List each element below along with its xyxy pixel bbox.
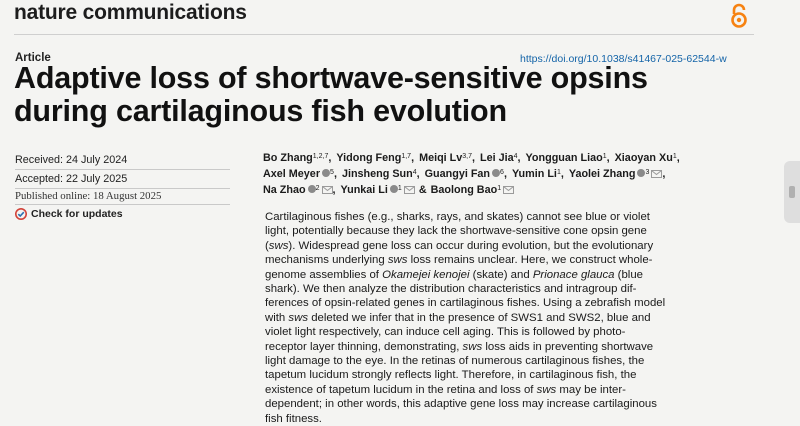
author[interactable]: Yidong Feng $^{1,7}$ <box>336 152 412 164</box>
check-updates-icon <box>15 208 27 220</box>
author[interactable]: Lei Jia $^4$ <box>480 152 518 164</box>
divider <box>15 169 230 170</box>
abstract-line: receptor layer thinning, demonstrating, sws loss aids in preventing shortwave <box>265 340 654 353</box>
abstract-line: mechanisms underlying sws loss remains unclear. Here, we construct whole- <box>265 254 653 267</box>
author-line: Na Zhao $^2$ , Yunkai Li $^1$ & Baolong Bao $^1$ <box>263 183 783 199</box>
author[interactable]: Yaolei Zhang $^3$ <box>569 167 663 183</box>
abstract-line: with sws deleted we infer that in the presence of SWS1 and SWS2, blue and <box>265 311 651 324</box>
article-type: Article <box>15 52 51 64</box>
author[interactable]: Jinsheng Sun $^4$ <box>341 168 417 180</box>
abstract-line: genome assemblies of Okamejei kenojei (skate) and Prionace glauca (blue <box>265 268 644 281</box>
orcid-icon[interactable] <box>322 169 330 177</box>
abstract-line: fish fitness. <box>265 412 322 425</box>
author[interactable]: Yumin Li $^1$ <box>511 168 561 180</box>
author[interactable]: Yongguan Liao $^1$ <box>525 152 607 164</box>
published-date: Published online: 18 August 2025 <box>15 190 162 202</box>
doi-link[interactable]: https://doi.org/10.1038/s41467-025-62544-w <box>520 53 727 65</box>
divider <box>15 204 230 205</box>
abstract-line: light, potentially because they lack the shortwave-sensitive cone opsin gene <box>265 225 647 238</box>
abstract-line: existence of tapetum lucidum in the retina and loss of sws may be inter- <box>265 383 626 396</box>
mail-icon[interactable] <box>651 170 662 178</box>
received-date: Received: 24 July 2024 <box>15 154 128 166</box>
check-updates-label: Check for updates <box>31 208 123 220</box>
title-line-2: during cartilaginous fish evolution <box>14 94 507 128</box>
author[interactable]: Baolong Bao $^1$ <box>431 183 515 199</box>
abstract-line: violet light respectively, can induce cell aging. This is followed by photo- <box>265 326 626 339</box>
handle-grip-icon <box>789 186 795 198</box>
author[interactable]: Yunkai Li $^1$ <box>341 183 415 199</box>
abstract-line: dependent; in other words, this adaptive gene loss may increase cartilaginous <box>265 398 657 411</box>
author-line: Axel Meyer $^5$ , Jinsheng Sun $^4$ , Guangyi Fan $^6$ , Yumin Li $^1$ , Yaolei Zhang $^3$ , <box>263 167 783 183</box>
author[interactable]: Axel Meyer $^5$ <box>263 168 334 180</box>
orcid-icon[interactable] <box>390 185 398 193</box>
orcid-icon[interactable] <box>637 169 645 177</box>
header-divider <box>14 34 754 35</box>
author[interactable]: Guangyi Fan $^6$ <box>424 168 504 180</box>
open-access-icon <box>728 3 750 29</box>
orcid-icon[interactable] <box>308 185 316 193</box>
abstract <box>265 210 765 426</box>
abstract-line: shark). We then analyze the distribution characteristics and intragroup dif- <box>265 283 637 296</box>
journal-name[interactable]: nature communications <box>14 1 247 24</box>
orcid-icon[interactable] <box>492 169 500 177</box>
abstract-line: tapetum lucidum strongly reflects light. Therefore, in cartilaginous fish, the <box>265 369 637 382</box>
check-for-updates-button[interactable] <box>15 207 123 221</box>
mail-icon[interactable] <box>503 186 514 194</box>
author[interactable]: Na Zhao $^2$ <box>263 183 333 199</box>
title-line-1: Adaptive loss of shortwave-sensitive opsins <box>14 61 648 95</box>
author[interactable]: Bo Zhang $^{1,2,7}$ <box>263 152 329 164</box>
abstract-line: light damage to the eye. In the retinas of numerous cartilaginous fishes, the <box>265 355 645 368</box>
mail-icon[interactable] <box>404 186 415 194</box>
author-line: Bo Zhang $^{1,2,7}$ , Yidong Feng $^{1,7}$ , Meiqi Lv $^{3,7}$ , Lei Jia $^4$ , Yongguan Liao $^1$ , Xiaoyan Xu $^1$ , <box>263 151 783 167</box>
accepted-date: Accepted: 22 July 2025 <box>15 173 128 185</box>
article-title <box>14 62 774 128</box>
abstract-line: Cartilaginous fishes (e.g., sharks, rays, and skates) cannot see blue or violet <box>265 211 650 223</box>
author[interactable]: Xiaoyan Xu $^1$ <box>614 152 677 164</box>
author[interactable]: Meiqi Lv $^{3,7}$ <box>419 152 473 164</box>
abstract-line: ferences of opsin-related genes in cartilaginous fishes. Using a zebrafish model <box>265 297 666 310</box>
author-list <box>263 151 783 199</box>
mail-icon[interactable] <box>322 186 333 194</box>
divider <box>15 188 230 189</box>
abstract-line: (sws). Widespread gene loss can occur during evolution, but the evolutionary <box>265 239 654 252</box>
